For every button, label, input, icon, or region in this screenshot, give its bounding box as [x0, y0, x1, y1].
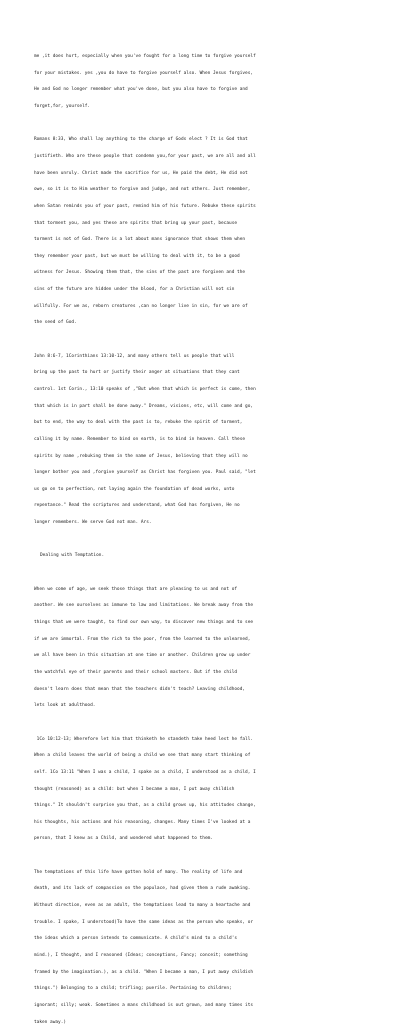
text-line: the watchful eye of their parents and their school masters. But if the child	[34, 669, 238, 675]
text-line: Romans 8:33, Who shall lay anything to the charge of Gods elect ? It is God that	[34, 137, 248, 143]
text-line: calling it by name. Remember to bind on earth, is to bind in heaven. Call these	[34, 436, 246, 442]
text-line: trouble. I spake, I understood(To have the same ideas as the person who speaks, or	[34, 919, 254, 925]
text-line: things." It shouldn't surprise you that, as a child grows up, his attitudes change,	[34, 803, 256, 809]
text-line: they remember your past, but we must be willing to deal with it, to be a good	[34, 253, 240, 259]
text-line: control. 1st Corin., 13:10 speaks of ,"But when that which is perfect is come, then	[34, 387, 256, 392]
text-line: us go on to perfection, not laying again the foundation of dead works, unto	[34, 486, 235, 492]
paragraph-coming-of-age	[34, 576, 386, 720]
section-heading	[40, 542, 386, 570]
text-line: willfully. For we as, reborn creatures ,can no longer live in sin, for we are of	[34, 303, 248, 309]
text-line: When a child leaves the world of being a child we see that many start thinking of	[34, 753, 251, 759]
text-line: me ,it does hurt, especially when you've fought for a long time to forgive yourself	[34, 54, 256, 60]
text-line: 1Co 10:12-13; Wherefore let him that thinketh he standeth take heed lest he fall.	[34, 736, 254, 742]
text-line: death, and its lack of compassion on the populace, had given them a rude awaking.	[34, 886, 251, 892]
text-line: person, that I knew as a Child, and wondered what happened to them.	[34, 836, 213, 842]
text-line: when Satan reminds you of your past, remind him of his future. Rebuke these spirits	[34, 203, 256, 209]
text-line: witness for Jesus. Showing them that, the sins of the past are forgiven and the	[34, 270, 246, 276]
text-line: self. 1Co 13:11 "When I was a child, I spake as a child, I understood as a child, I	[34, 769, 256, 775]
text-line: we all have been in this situation at one time or another. Children grow up under	[34, 653, 251, 659]
text-line: justifieth. Who are these people that condemn you,for your past, we are all and all	[34, 153, 256, 159]
text-line: bring up the past to hurt or justify their anger at situations that they cant	[34, 370, 240, 376]
text-line: Without direction, even as an adult, the temptations lead to many a heartache and	[34, 903, 251, 909]
text-line: sins of the future are hidden under the blood, for a Christian will not sin	[34, 287, 235, 293]
paragraph-john-corinthians	[34, 343, 386, 537]
text-line: things that we were taught, to find our own way, to discover new things and to see	[34, 620, 254, 626]
text-line: mind.), I thought, and I reasoned (Ideas; conceptions, Fancy; conceit; something	[34, 952, 248, 958]
text-line: longer bother you and ,forgive yourself as Christ has forgiven you. Paul said, "let	[34, 470, 256, 476]
text-line: his thoughts, his actions and his reasoning, changes. Many times I've looked at a	[34, 819, 251, 825]
text-line: longer remembers. We serve God not man. Ars.	[34, 520, 152, 526]
text-line: that which is in part shall be done away." Dreams, visions, etc, will come and go,	[34, 403, 254, 409]
text-line: framed by the imagination.), as a child. "When I became a man, I put away childish	[34, 969, 254, 975]
text-line: owe, so it is to Him weather to forgive and judge, and not others. Just remember,	[34, 187, 251, 193]
text-line: the ideas which a person intends to communicate. A child's mind to a child's	[34, 936, 238, 942]
text-line: lets look at adulthood.	[34, 703, 96, 709]
text-line: thought (reasoned) as a child: but when I became a man, I put away childish	[34, 786, 235, 792]
text-line: another. We see ourselves as immune to law and limitations. We break away from the	[34, 603, 254, 609]
paragraph-1co-10	[34, 726, 386, 854]
text-line: for your mistakes. yes ,you do have to forgive yourself also. When Jesus forgives,	[34, 70, 254, 76]
text-line: taken away.)	[34, 1019, 67, 1025]
text-line: but to end, the way to deal with the past is to, rebuke the spirit of torment,	[34, 420, 243, 426]
text-line: The temptations of this life have gotten hold of many. The reality of life and	[34, 869, 243, 875]
text-line: that torment you, and yes these are spirits that bring up your past, because	[34, 220, 238, 226]
text-line: if we are immortal. From the rich to the poor, from the learned to the unlearned,	[34, 636, 251, 642]
paragraph-temptations	[34, 859, 386, 1036]
text-line: ignorant; silly; weak. Sometimes a mans childhood is out grown, and many times its	[34, 1002, 254, 1008]
heading-text: Dealing with Temptation.	[40, 553, 105, 559]
text-line: repentance." Read the scriptures and understand, what God has forgiven, He no	[34, 503, 240, 509]
paragraph-romans	[34, 126, 386, 337]
text-line: spirits by name ,rebuking them in the name of Jesus, believing that they will no	[34, 453, 248, 459]
text-line: doesn't learn does that mean that the teachers didn't teach? Leaving childhood,	[34, 686, 246, 692]
paragraph-forgive-yourself	[34, 43, 386, 121]
text-line: have been unruly. Christ made the sacrifice for us, He paid the debt, He did not	[34, 170, 248, 176]
text-line: forget,for, yourself.	[34, 104, 91, 110]
text-line: He and God no longer remember what you've done, but you also have to forgive and	[34, 87, 248, 93]
text-line: John 8:6-7, 1Corinthians 13:10-12, and many others tell us people that will	[34, 353, 235, 359]
text-line: When we come of age, we seek those things that are pleasing to us and not of	[34, 586, 238, 592]
text-line: torment is not of God. There is a lot about mans ignorance that shows them when	[34, 237, 246, 243]
text-line: things.") Belonging to a child; trifling; puerile. Pertaining to children;	[34, 986, 232, 992]
text-line: the seed of God.	[34, 320, 77, 326]
